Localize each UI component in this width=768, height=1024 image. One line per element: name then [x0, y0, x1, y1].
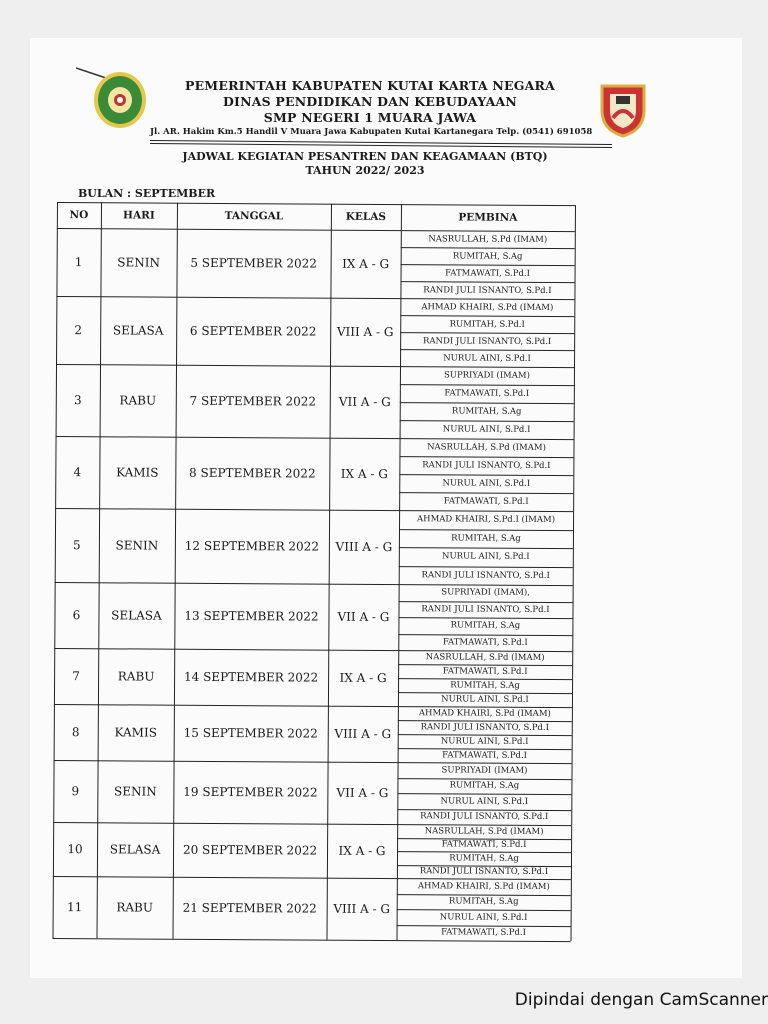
row-supervisor: RUMITAH, S.Ag [452, 250, 523, 262]
letterhead-address: Jl. AR. Hakim Km.5 Handil V Muara Jawa Kabupaten Kutai Kartanegara Telp. (0541) 691058 [150, 127, 593, 137]
row-supervisor: FATMAWATI, S.Pd.I [443, 496, 529, 507]
month-label: BULAN : SEPTEMBER [78, 187, 216, 200]
row-supervisor: RANDI JULI ISNANTO, S.Pd.I [421, 569, 550, 581]
row-day: RABU [116, 900, 154, 915]
row-class: VII A - G [336, 785, 389, 801]
row-supervisor: NURUL AINI, S.Pd.I [439, 912, 528, 923]
row-number: 4 [73, 465, 82, 480]
row-day: SENIN [115, 538, 159, 553]
row-supervisor: NURUL AINI, S.Pd.I [440, 736, 529, 747]
row-supervisor: NASRULLAH, S.Pd (IMAM) [425, 652, 545, 663]
row-supervisor: AHMAD KHAIRI, S.Pd (IMAM) [421, 301, 554, 313]
row-number: 3 [73, 393, 82, 408]
row-supervisor: FATMAWATI, S.Pd.I [441, 927, 526, 939]
row-supervisor: NURUL AINI, S.Pd.I [441, 694, 529, 705]
column-header-hari: HARI [123, 209, 155, 222]
row-class: VII A - G [338, 394, 391, 410]
row-supervisor: NURUL AINI, S.Pd.I [442, 478, 531, 489]
letterhead-line-1: PEMERINTAH KABUPATEN KUTAI KARTA NEGARA [184, 78, 555, 93]
schedule-table [53, 202, 575, 941]
regency-emblem-logo [76, 64, 152, 134]
row-date: 14 SEPTEMBER 2022 [183, 669, 319, 685]
row-supervisor: AHMAD KHAIRI, S.Pd (IMAM) [417, 880, 550, 892]
row-supervisor: RANDI JULI ISNANTO, S.Pd.I [422, 335, 552, 347]
row-date: 8 SEPTEMBER 2022 [189, 465, 316, 481]
row-supervisor: FATMAWATI, S.Pd.I [441, 839, 527, 851]
letterhead [150, 78, 590, 126]
row-supervisor: NURUL AINI, S.Pd.I [441, 551, 530, 563]
row-supervisor: RUMITAH, S.Ag [449, 780, 520, 792]
column-header-kelas: KELAS [345, 210, 387, 224]
row-supervisor: NASRULLAH, S.Pd (IMAM) [427, 442, 546, 453]
row-supervisor: RANDI JULI ISNANTO, S.Pd.I [422, 460, 551, 472]
row-day: KAMIS [114, 725, 158, 740]
row-supervisor: RUMITAH, S.Ag [451, 533, 521, 544]
row-day: SENIN [113, 784, 157, 799]
kutai-shield-logo [598, 80, 648, 138]
letterhead-line-2: DINAS PENDIDIKAN DAN KEBUDAYAAN [223, 94, 517, 109]
row-class: IX A - G [340, 466, 388, 482]
row-supervisor: RUMITAH, S.Ag [450, 620, 521, 632]
row-date: 13 SEPTEMBER 2022 [184, 608, 319, 624]
row-supervisor: NURUL AINI, S.Pd.I [442, 424, 531, 435]
row-supervisor: FATMAWATI, S.Pd.I [442, 666, 528, 677]
column-header-pembina: PEMBINA [458, 211, 518, 224]
row-supervisor: RANDI JULI ISNANTO, S.Pd.I [421, 603, 550, 615]
row-number: 6 [72, 608, 81, 623]
row-class: VII A - G [337, 609, 390, 625]
row-number: 8 [71, 725, 80, 740]
row-supervisor: SUPRIYADI (IMAM), [441, 587, 530, 599]
row-day: SELASA [111, 608, 162, 623]
row-supervisor: RANDI JULI ISNANTO, S.Pd.I [420, 811, 549, 823]
row-number: 7 [72, 669, 80, 684]
row-day: RABU [119, 393, 157, 408]
row-supervisor: FATMAWATI, S.Pd.I [444, 388, 530, 399]
row-supervisor: AHMAD KHAIRI, S.Pd.I (IMAM) [417, 514, 556, 526]
row-class: VIII A - G [335, 539, 393, 555]
row-date: 15 SEPTEMBER 2022 [183, 725, 318, 741]
row-number: 11 [67, 900, 83, 915]
row-day: RABU [117, 669, 155, 684]
row-supervisor: RUMITAH, S.Ag [448, 896, 519, 908]
row-supervisor: SUPRIYADI (IMAM) [443, 370, 530, 381]
document-title-line-2: TAHUN 2022/ 2023 [305, 164, 425, 177]
row-number: 2 [74, 323, 83, 338]
row-day: SENIN [117, 255, 161, 270]
row-number: 5 [73, 538, 81, 553]
row-number: 9 [71, 784, 80, 799]
row-number: 10 [67, 842, 83, 857]
column-header-no: NO [69, 209, 89, 222]
letterhead-line-3: SMP NEGERI 1 MUARA JAWA [263, 110, 477, 125]
row-day: KAMIS [116, 465, 159, 480]
row-supervisor: NASRULLAH, S.Pd (IMAM) [428, 233, 548, 245]
row-supervisor: SUPRIYADI (IMAM) [441, 765, 528, 776]
row-day: SELASA [112, 323, 164, 338]
row-supervisor: RANDI JULI ISNANTO, S.Pd.I [419, 866, 549, 878]
row-date: 21 SEPTEMBER 2022 [182, 900, 317, 916]
row-class: VIII A - G [336, 324, 394, 340]
row-date: 20 SEPTEMBER 2022 [182, 842, 318, 858]
document-title [180, 150, 550, 178]
row-class: IX A - G [338, 843, 386, 859]
row-date: 19 SEPTEMBER 2022 [183, 784, 318, 800]
row-supervisor: NURUL AINI, S.Pd.I [443, 352, 531, 364]
row-class: VIII A - G [333, 901, 391, 917]
row-number: 1 [74, 255, 83, 270]
document-title-line-1: JADWAL KEGIATAN PESANTREN DAN KEAGAMAAN (BTQ) [182, 150, 548, 163]
row-supervisor: FATMAWATI, S.Pd.I [442, 637, 528, 648]
row-supervisor: FATMAWATI, S.Pd.I [445, 267, 531, 279]
row-date: 5 SEPTEMBER 2022 [190, 255, 317, 271]
row-class: VIII A - G [334, 726, 392, 742]
row-supervisor: RUMITAH, S.Pd.I [449, 318, 525, 330]
row-supervisor: RANDI JULI ISNANTO, S.Pd.I [423, 284, 552, 296]
column-header-tanggal: TANGGAL [224, 210, 284, 223]
row-supervisor: FATMAWATI, S.Pd.I [442, 750, 528, 761]
row-class: IX A - G [342, 256, 390, 272]
row-supervisor: NASRULLAH, S.Pd (IMAM) [424, 826, 544, 837]
row-supervisor: RUMITAH, S.Ag [451, 406, 522, 417]
row-date: 12 SEPTEMBER 2022 [184, 538, 320, 554]
row-class: IX A - G [339, 670, 387, 686]
row-supervisor: RANDI JULI ISNANTO, S.Pd.I [420, 722, 549, 734]
row-date: 6 SEPTEMBER 2022 [189, 323, 317, 339]
row-supervisor: NURUL AINI, S.Pd.I [440, 796, 529, 807]
row-supervisor: AHMAD KHAIRI, S.Pd (IMAM) [418, 708, 551, 720]
row-date: 7 SEPTEMBER 2022 [189, 393, 317, 409]
row-supervisor: RUMITAH, S.Ag [450, 680, 520, 691]
row-day: SELASA [109, 842, 161, 857]
camscanner-watermark: Dipindai dengan CamScanner [514, 990, 768, 1010]
row-supervisor: RUMITAH, S.Ag [449, 853, 519, 864]
